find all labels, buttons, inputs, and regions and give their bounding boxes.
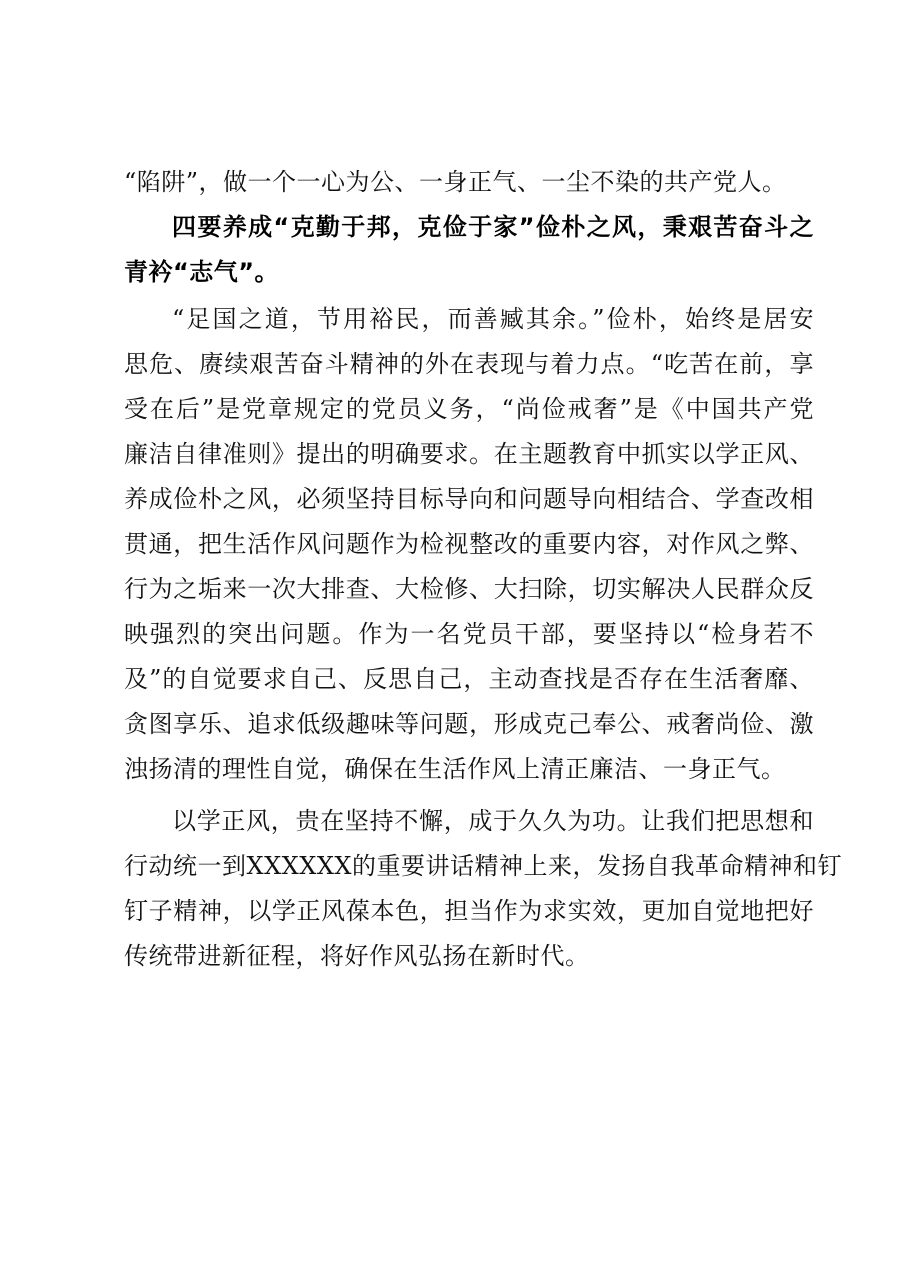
heading-4-line-1: 四要养成“克勤于邦，克俭于家”俭朴之风，秉艰苦奋斗之: [172, 213, 814, 241]
paragraph-2-line-4: 廉洁自律准则》提出的明确要求。在主题教育中抓实以学正风、: [124, 440, 814, 468]
paragraph-3-line-2: 行动统一到XXXXXX的重要讲话精神上来，发扬自我革命精神和钉: [124, 852, 843, 880]
paragraph-2-line-6: 贯通，把生活作风问题作为检视整改的重要内容，对作风之弊、: [124, 530, 814, 558]
paragraph-2-line-1: “足国之道，节用裕民，而善臧其余。”俭朴，始终是居安: [172, 305, 814, 333]
paragraph-2-line-3: 受在后”是党章规定的党员义务，“尚俭戒奢”是《中国共产党: [124, 395, 814, 423]
paragraph-3-line-1: 以学正风，贵在坚持不懈，成于久久为功。让我们把思想和: [172, 807, 814, 835]
paragraph-3-line-3: 钉子精神，以学正风葆本色，担当作为求实效，更加自觉地把好: [124, 897, 814, 925]
paragraph-2-line-10: 贪图享乐、追求低级趣味等问题，形成克己奉公、戒奢尚俭、激: [124, 710, 814, 738]
paragraph-2-line-5: 养成俭朴之风，必须坚持目标导向和问题导向相结合、学查改相: [124, 485, 814, 513]
paragraph-2-line-2: 思危、赓续艰苦奋斗精神的外在表现与着力点。“吃苦在前，享: [124, 350, 814, 378]
paragraph-2-line-7: 行为之垢来一次大排查、大检修、大扫除，切实解决人民群众反: [124, 575, 814, 603]
paragraph-2-line-9: 及”的自觉要求自己、反思自己，主动查找是否存在生活奢靡、: [124, 665, 814, 693]
paragraph-2-line-8: 映强烈的突出问题。作为一名党员干部，要坚持以“检身若不: [124, 620, 814, 648]
paragraph-3-line-4: 传统带进新征程，将好作风弘扬在新时代。: [124, 942, 590, 970]
paragraph-1-line-1: “陷阱”，做一个一心为公、一身正气、一尘不染的共产党人。: [124, 168, 787, 196]
heading-4-line-2: 青衿“志气”。: [124, 258, 280, 286]
paragraph-2-line-11: 浊扬清的理性自觉，确保在生活作风上清正廉洁、一身正气。: [124, 755, 786, 783]
